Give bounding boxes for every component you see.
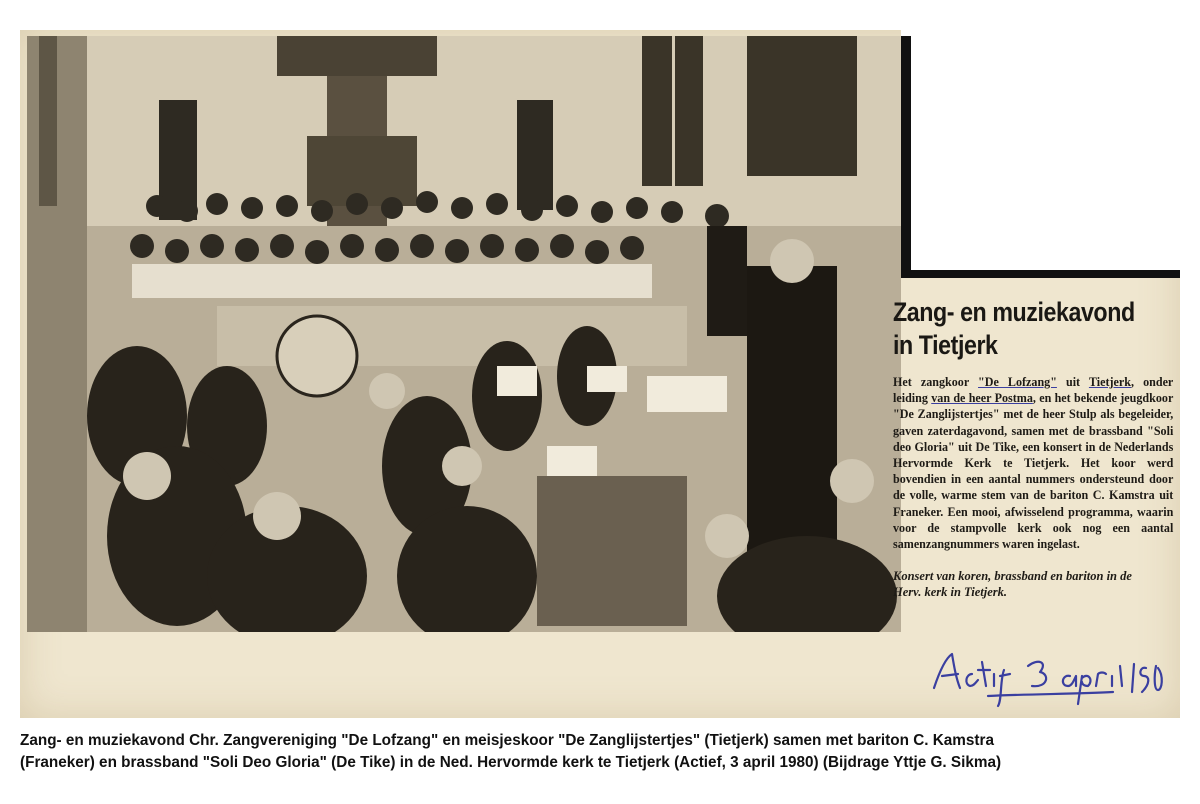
image-caption — [20, 730, 1190, 774]
photo-border — [901, 270, 1180, 278]
concert-photo — [27, 36, 901, 632]
caption-line: (Franeker) en brassband "Soli Deo Gloria" (De Tike) in de Ned. Hervormde kerk te Tietjerk (Actief, 3 april 1980) (Bijdrage Yttje G. Sikma) — [20, 754, 1002, 771]
photo-border — [901, 36, 911, 276]
clipping-cutout — [901, 30, 1180, 275]
caption-line: Zang- en muziekavond Chr. Zangvereniging "De Lofzang" en meisjeskoor "De Zanglijstertjes" (Tietjerk) samen met bariton C. Kamstra — [20, 732, 994, 749]
handwritten-date-note — [928, 640, 1178, 710]
photo-caption: Konsert van koren, brassband en bariton in de Herv. kerk in Tietjerk. — [893, 569, 1132, 600]
article-headline: Zang- en muziekavond in Tietjerk — [893, 297, 1135, 360]
news-article — [893, 296, 1175, 600]
article-body: Het zangkoor "De Lofzang" uit Tietjerk, onder leiding van de heer Postma, en het bekende jeugdkoor "De Zanglijstertjes" met de heer Stulp als begeleider, gaven zaterdagavond, samen met de brassband "Soli deo Gloria" uit De Tike, een konsert in de Nederlands Hervormde Kerk te Tietjerk. Het koor werd bovendien in een aantal nummers ondersteund door de volle, warme stem van de bariton C. Kamstra uit Franeker. Een mooi, afwisselend programma, waarin voor de stampvolle kerk ook nog een aantal samenzangnummers waren ingelast. — [893, 375, 1174, 552]
